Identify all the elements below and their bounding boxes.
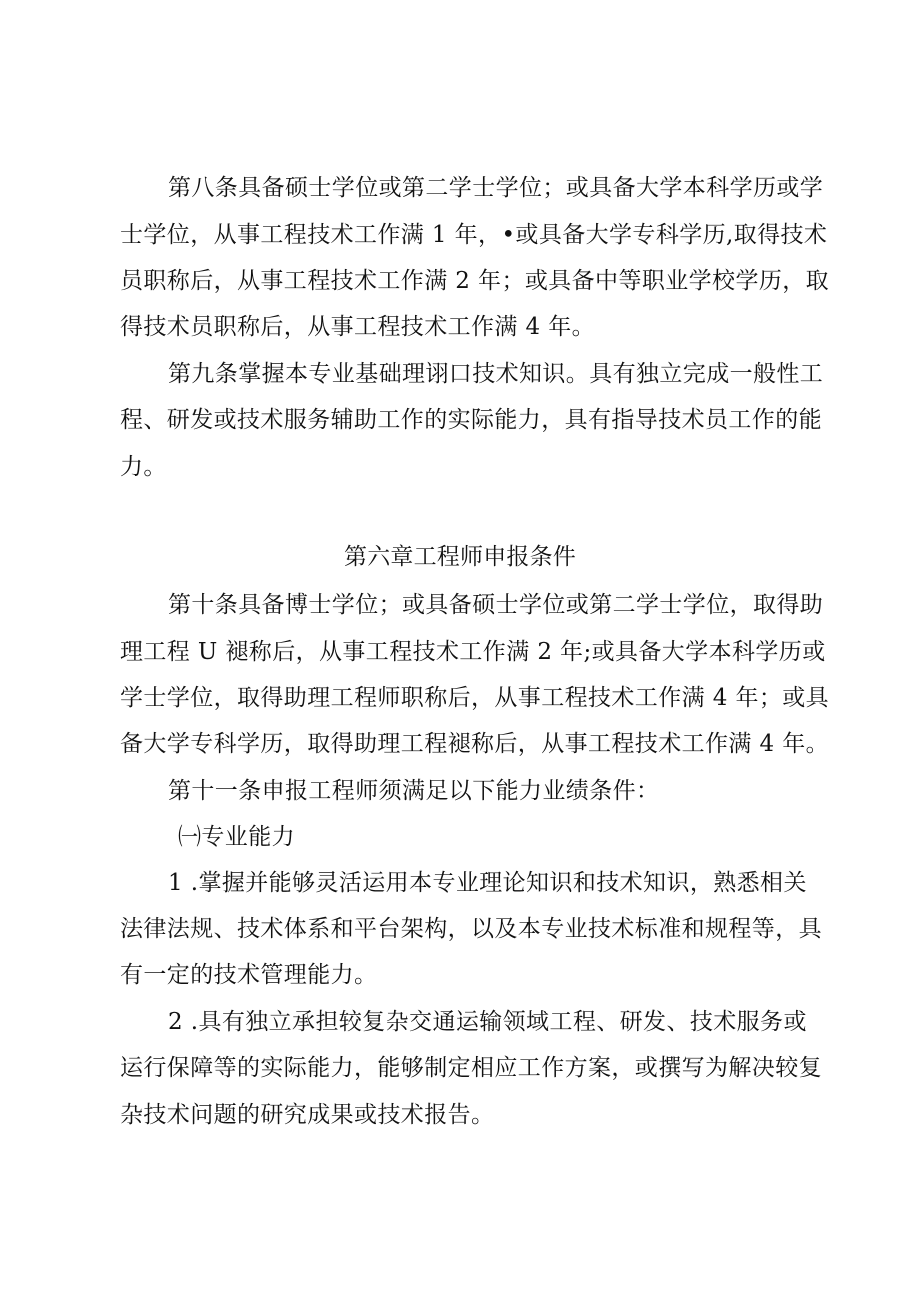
item-2-line-3: 杂技术问题的研究成果或技术报告。 — [120, 1102, 495, 1128]
article-10-line-2: 理工程 U 褪称后，从事工程技术工作满 2 年;或具备大学本科学历或 — [120, 639, 826, 665]
article-9-line-2: 程、研发或技术服务辅助工作的实际能力，具有指导技术员工作的能 — [120, 407, 822, 433]
article-9-line-3: 力。 — [120, 454, 167, 480]
article-8-line-2: 士学位，从事工程技术工作满 1 年，•或具备大学专科学历,取得技术 — [120, 222, 828, 248]
professional-ability-heading: ㈠专业能力 — [178, 824, 295, 850]
article-10-line-4: 备大学专科学历，取得助理工程褪称后，从事工程技术工作满 4 年。 — [120, 731, 830, 757]
chapter-6-title: 第六章工程师申报条件 — [344, 544, 576, 570]
item-1-line-2: 法律法规、技术体系和平台架构，以及本专业技术标准和规程等，具 — [120, 916, 822, 942]
article-9-line-1: 第九条掌握本专业基础理诩口技术知识。具有独立完成一般性工 — [168, 361, 824, 387]
article-10-line-1: 第十条具备博士学位；或具备硕士学位或第二学士学位，取得助 — [168, 592, 824, 618]
article-8-line-4: 得技术员职称后，从事工程技术工作满 4 年。 — [120, 314, 596, 340]
article-11-intro: 第十一条申报工程师须满足以下能力业绩条件： — [168, 778, 660, 804]
item-2-line-2: 运行保障等的实际能力，能够制定相应工作方案，或撰写为解决较复 — [120, 1055, 822, 1081]
article-8-line-1: 第八条具备硕士学位或第二学士学位；或具备大学本科学历或学 — [168, 175, 824, 201]
article-10-line-3: 学士学位，取得助理工程师职称后，从事工程技术工作满 4 年；或具 — [120, 685, 830, 711]
item-1-line-1: 1 .掌握并能够灵活运用本专业理论知识和技术知识，熟悉相关 — [168, 870, 807, 896]
article-8-line-3: 员职称后，从事工程技术工作满 2 年；或具备中等职业学校学历，取 — [120, 268, 830, 294]
item-1-line-3: 有一定的技术管理能力。 — [120, 962, 378, 988]
item-2-line-1: 2 .具有独立承担较复杂交通运输领域工程、研发、技术服务或 — [168, 1009, 807, 1035]
